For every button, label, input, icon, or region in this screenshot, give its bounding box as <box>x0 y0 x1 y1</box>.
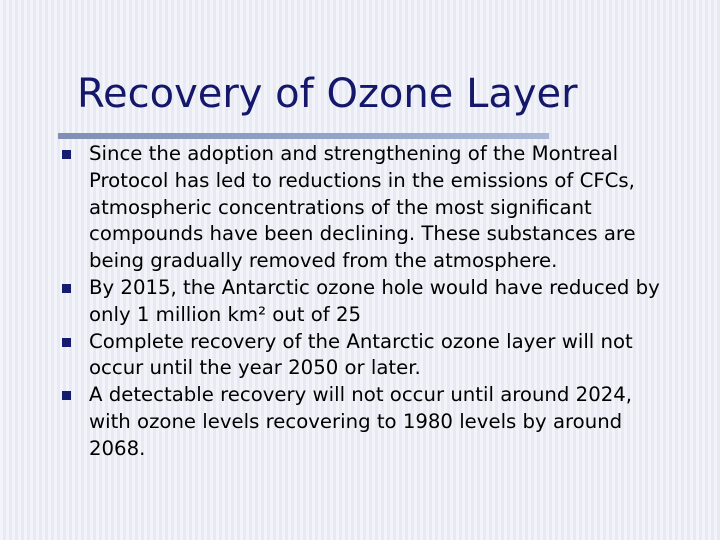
bullet-text: Complete recovery of the Antarctic ozone layer will not occur until the year 2050 or later. <box>89 329 633 380</box>
slide-title: Recovery of Ozone Layer <box>77 71 578 117</box>
square-bullet-icon <box>62 284 71 293</box>
bullet-text: Since the adoption and strengthening of the Montreal Protocol has led to reductions in the emissions of CFCs, atmospheric concentrations of the most significant compounds have been declining. These substances are being gradually removed from the atmosphere. <box>89 142 636 273</box>
bullet-list <box>62 141 672 463</box>
bullet-text: By 2015, the Antarctic ozone hole would have reduced by only 1 million km² out of 25 <box>89 275 660 326</box>
square-bullet-icon <box>62 338 71 347</box>
title-underline-rule <box>58 133 549 139</box>
bullet-item <box>62 329 672 383</box>
bullet-item <box>62 382 672 462</box>
square-bullet-icon <box>62 150 71 159</box>
square-bullet-icon <box>62 391 71 400</box>
bullet-item <box>62 275 672 329</box>
bullet-item <box>62 141 672 275</box>
bullet-text: A detectable recovery will not occur until around 2024, with ozone levels recovering to 1980 levels by around 2068. <box>89 383 633 460</box>
